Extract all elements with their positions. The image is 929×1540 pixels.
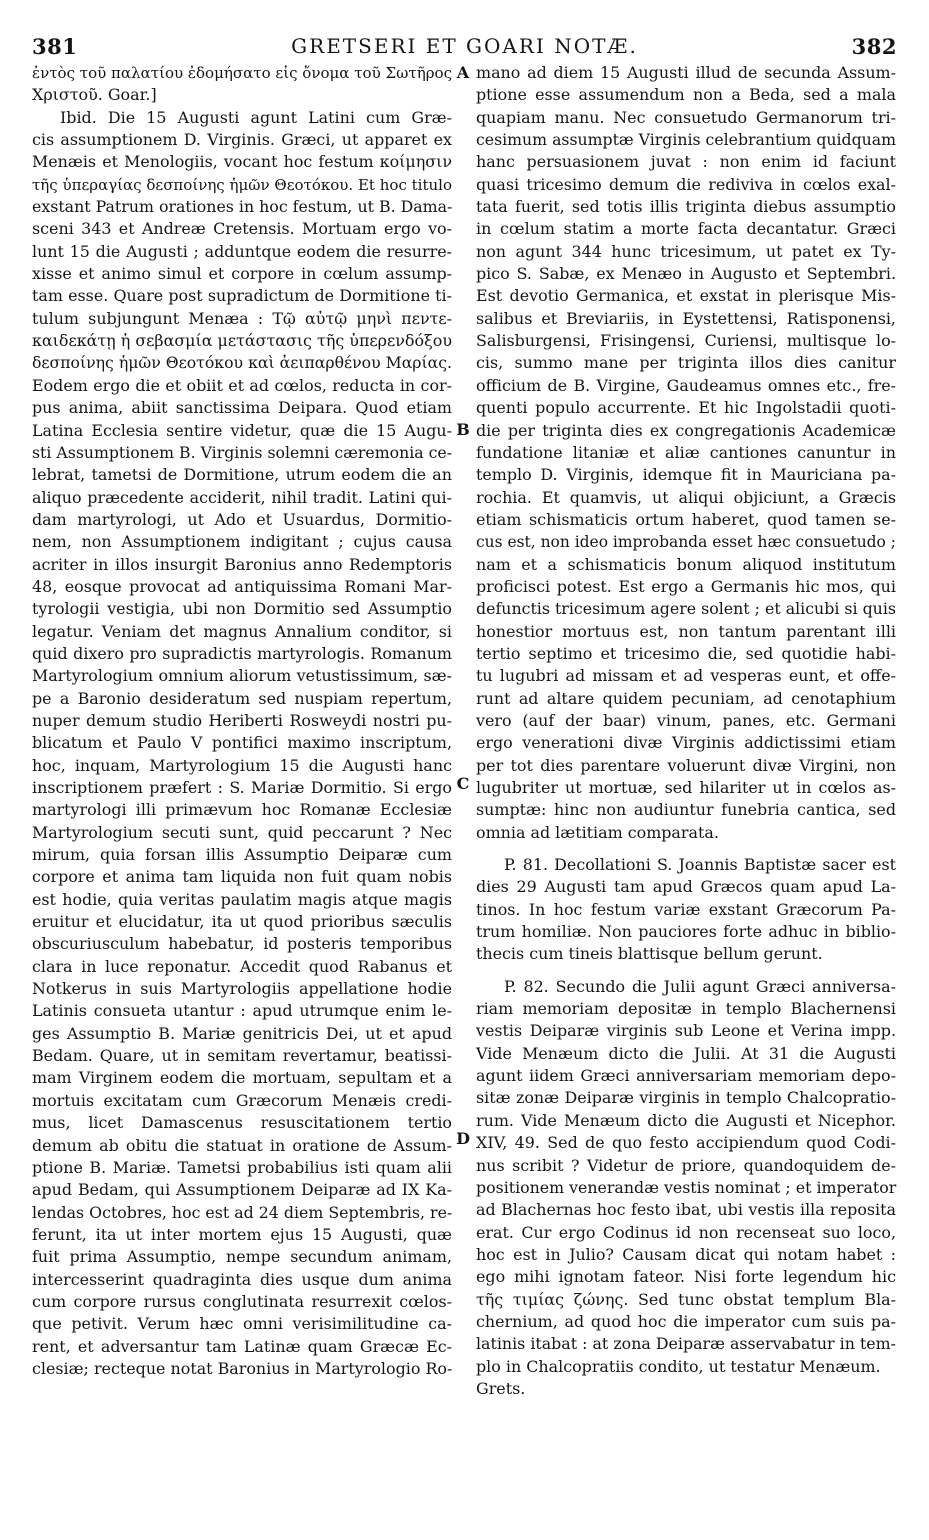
text-line: lebrat, tametsi de Dormitione, utrum eodem die an <box>32 465 452 485</box>
text-line: mus, licet Damascenus resuscitationem tertio <box>32 1113 452 1133</box>
text-line: runt ad altare quidem pecuniam, ad cenotaphium <box>476 688 896 708</box>
text-line: sumptæ: hinc non audiuntur funebria cantica, sed <box>476 800 896 820</box>
paragraph-gap <box>476 844 896 854</box>
text-line: lendas Octobres, hoc est ad 24 diem Septembris, re- <box>32 1202 453 1222</box>
text-line: 48, eosque provocat ad antiquissima Romani Mar- <box>32 576 452 596</box>
text-line: tinos. In hoc festum variæ exstant Græcorum Pa- <box>476 899 896 919</box>
text-line: fuit prima Assumptio, nempe secundum animam, <box>32 1247 452 1267</box>
text-line: vero (auf der baar) vinum, panes, etc. Germani <box>476 710 896 730</box>
text-line: quenti populo accurrente. Et hic Ingolstadii quoti- <box>476 398 896 418</box>
text-line: Salisburgensi, Frisingensi, Curiensi, multisque lo- <box>476 331 896 351</box>
text-line: quasi tricesimo demum die rediviva in cœlos exal- <box>476 174 896 194</box>
text-line: legatur. Veniam det magnus Annalium conditor, si <box>32 621 452 641</box>
text-line: καιδεκάτῃ ἡ σεβασμία μετάστασις τῆς ὑπερενδόξου <box>32 331 452 351</box>
text-line: eruitur et elucidatur, ita ut quod prioribus sæculis <box>32 912 452 932</box>
text-line: aliquo præcedente acciderit, nihil tradit. Latini qui- <box>32 487 452 507</box>
text-line: thecis cum tineis blattisque bellum gerunt. <box>476 944 823 964</box>
text-line: agunt iidem Græci anniversariam memoriam depo- <box>476 1066 896 1086</box>
text-line: ferunt, ita ut inter mortem ejus 15 Augusti, quæ <box>32 1224 452 1244</box>
text-line: latinis itabat : at zona Deiparæ asservabatur in tem- <box>476 1334 896 1354</box>
text-line: cis assumptionem D. Virginis. Græci, ut apparet ex <box>32 130 452 150</box>
left-column <box>32 62 452 1380</box>
text-line: sti Assumptionem B. Virginis solemni cæremonia ce- <box>32 442 452 462</box>
left-page-number: 381 <box>32 34 78 59</box>
text-line: ptione esse assumendum non a Beda, sed a mala <box>476 85 896 105</box>
text-line: cum corpore rursus conglutinata resurrexit cœlos- <box>32 1291 452 1311</box>
text-line: honestior mortuus est, non tantum parentant illi <box>476 621 896 641</box>
text-line: quapiam manu. Nec consuetudo Germanorum tri- <box>476 107 896 127</box>
text-line: XIV, 49. Sed de quo festo accipiendum quod Codi- <box>476 1133 896 1153</box>
text-line: lugubriter ut mortuæ, sed hilariter ut in cœlos as- <box>476 778 896 797</box>
text-line: pe a Baronio desideratum sed nuspiam repertum, <box>32 688 452 708</box>
text-line: fundatione litaniæ et aliæ cantiones canuntur in <box>476 442 896 462</box>
text-line: chernium, ad quod hoc die imperator cum suis pa- <box>476 1311 896 1331</box>
text-line: rum. Vide Menæum dicto die Augusti et Nicephor. <box>476 1110 896 1130</box>
text-line: erat. Cur ergo Codinus id non recenseat suo loco, <box>476 1222 896 1242</box>
text-line: nuper demum studio Heriberti Rosweydi nostri pu- <box>32 710 452 730</box>
paragraph-gap <box>476 966 896 976</box>
text-line: tulum subjungunt Menæa : Τῷ αὐτῷ μηνὶ πεντε- <box>32 308 452 328</box>
text-line: Bedam. Quare, ut in semitam revertamur, beatissi- <box>32 1046 452 1066</box>
text-line: vestis Deiparæ virginis sub Leone et Verina impp. <box>476 1021 896 1041</box>
text-line: intercesserint quadraginta dies usque dum anima <box>32 1269 452 1289</box>
text-line: per tot dies parentare voluerunt divæ Virgini, non <box>476 755 896 775</box>
text-line: ergo venerationi divæ Virginis addictissimi etiam <box>476 733 896 753</box>
text-line: die per triginta dies ex congregationis Academicæ <box>476 420 896 440</box>
text-line: cis, summo mane per triginta illos dies canitur <box>476 353 896 373</box>
text-line: τῆς ὑπεραγίας δεσποίνης ἡμῶν Θεοτόκου. Et hoc titulo <box>32 175 452 194</box>
text-line: Ibid. Die 15 Augusti agunt Latini cum Græ- <box>60 107 452 127</box>
text-line: Martyrologium secuti sunt, quid peccarunt ? Nec <box>32 822 452 842</box>
text-line: exstant Patrum orationes in hoc festum, ut B. Dama- <box>32 197 453 217</box>
margin-mark-b: B <box>456 420 470 439</box>
text-line: in cœlum statim a morte facta decantatur. Græci <box>476 219 896 239</box>
text-line: ges Assumptio B. Mariæ genitricis Dei, ut et apud <box>32 1023 452 1043</box>
text-line: plo in Chalcopratiis condito, ut testatur Menæum. <box>476 1356 881 1376</box>
text-line: mam Virginem eodem die mortuam, sepultam et a <box>32 1068 452 1088</box>
text-line: xisse et animo simul et corpore in cœlum assump- <box>32 264 452 284</box>
text-line: salibus et Breviariis, in Eystettensi, Ratisponensi, <box>476 308 896 328</box>
text-line: nam et a schismaticis bonum aliquod institutum <box>476 554 896 574</box>
text-line: trum homiliæ. Non pauciores forte adhuc in biblio- <box>476 922 896 942</box>
text-line: riam memoriam depositæ in templo Blachernensi <box>476 999 896 1019</box>
margin-mark-c: C <box>456 774 470 793</box>
text-line: nus scribit ? Videtur de priore, quandoquidem de- <box>476 1155 896 1175</box>
text-line: P. 81. Decollationi S. Joannis Baptistæ sacer est <box>504 855 896 875</box>
text-line: Latina Ecclesia sentire videtur, quæ die 15 Augu- <box>32 420 452 440</box>
text-line: rent, et adversantur tam Latinæ quam Græcæ Ec- <box>32 1336 452 1356</box>
text-line: non agunt 344 hunc tricesimum, ut patet ex Ty- <box>476 241 896 261</box>
text-line: omnia ad lætitiam comparata. <box>476 822 719 842</box>
text-line: mortuis excitatam cum Græcorum Menæis credi- <box>32 1090 452 1110</box>
right-page-number: 382 <box>851 34 897 59</box>
text-line: sceni 343 et Andreæ Cretensis. Mortuam ergo vo- <box>32 219 452 239</box>
text-line: officium de B. Virgine, Gaudeamus omnes etc., fre- <box>476 375 896 395</box>
text-line: apud Bedam, qui Assumptionem Deiparæ ad IX Ka- <box>32 1180 452 1200</box>
text-line: tyrologii vestigia, ubi non Dormitio sed Assumptio <box>32 599 452 619</box>
text-line: P. 82. Secundo die Julii agunt Græci anniversa- <box>504 976 896 996</box>
text-line: cesimum assumptæ Virginis celebrantium quidquam <box>476 130 896 150</box>
text-line: corpore et anima tam liquida non fuit quam nobis <box>32 867 452 887</box>
text-line: proficisci potest. Est ergo a Germanis hic mos, qui <box>476 576 896 596</box>
margin-mark-a: A <box>456 63 470 82</box>
text-line: ad Blachernas hoc festo ibat, ubi vestis illa reposita <box>476 1200 896 1220</box>
text-line: acriter in illos insurgit Baronius anno Redemptoris <box>32 554 452 574</box>
text-line: lunt 15 die Augusti ; adduntque eodem die resurre- <box>32 241 452 261</box>
text-line: que petivit. Verum hæc omni verisimilitudine ca- <box>32 1314 452 1334</box>
text-line: Notkerus in suis Martyrologiis appellatione hodie <box>32 979 452 999</box>
text-line: sitæ zonæ Deiparæ virginis in templo Chalcopratio- <box>476 1088 896 1108</box>
running-title: GRETSERI ET GOARI NOTÆ. <box>291 34 638 58</box>
text-line: tam esse. Quare post supradictum de Dormitione ti- <box>32 286 452 306</box>
text-line: tata fuerit, sed totis illis triginta diebus assumptio <box>476 197 896 217</box>
text-line: est hodie, quia veritas paulatim magis atque magis <box>32 889 452 909</box>
right-column <box>476 62 896 1400</box>
text-line: Grets. <box>476 1378 526 1398</box>
text-line: clesiæ; recteque notat Baronius in Martyrologio Ro- <box>32 1358 453 1378</box>
text-line: tu lugubri ad missam et ad vesperas eunt, et offe- <box>476 666 896 686</box>
text-line: Eodem ergo die et obiit et ad cœlos, reducta in cor- <box>32 375 452 395</box>
text-line: etiam schismaticis ortum haberet, quod tamen se- <box>476 509 896 529</box>
text-line: mano ad diem 15 Augusti illud de secunda Assum- <box>476 63 896 82</box>
text-line: ἐντὸς τοῦ παλατίου ἐδομήσατο εἰς ὄνομα τοῦ Σωτῆρος <box>32 64 453 82</box>
text-line: δεσποίνης ἡμῶν Θεοτόκου καὶ ἀειπαρθένου Μαρίας. <box>32 353 452 373</box>
text-line: Est devotio Germanica, et exstat in plerisque Mis- <box>476 286 896 306</box>
text-line: cus est, non ideo improbanda esset hæc consuetudo ; <box>476 533 896 552</box>
text-line: obscuriusculum habebatur, id posteris temporibus <box>32 934 452 954</box>
text-line: defunctis tricesimum agere solent ; et alicubi si quis <box>476 599 896 619</box>
text-line: hoc est in Julio? Causam dicat qui notam habet : <box>476 1244 896 1264</box>
text-line: rochia. Et quamvis, ut aliqui objiciunt, a Græcis <box>476 487 896 507</box>
text-line: tertio septimo et tricesimo die, sed quotidie habi- <box>476 643 896 663</box>
text-line: templo D. Virginis, idemque fit in Mauriciana pa- <box>476 465 896 485</box>
text-line: inscriptionem præfert : S. Mariæ Dormitio. Si ergo <box>32 778 452 797</box>
text-line: Latinis consueta utantur : apud utrumque enim le- <box>32 1001 452 1021</box>
text-line: mirum, quia forsan illis Assumptio Deiparæ cum <box>32 845 452 865</box>
text-line: dam martyrologi, ut Ado et Usuardus, Dormitio- <box>32 509 452 529</box>
text-line: demum ab obitu die statuat in oratione de Assum- <box>32 1135 452 1155</box>
text-line: hoc, inquam, Martyrologium 15 die Augusti hanc <box>32 755 452 775</box>
text-line: Vide Menæum dicto die Julii. At 31 die Augusti <box>476 1043 896 1063</box>
text-line: quid dixero pro supradictis martyrologis. Romanum <box>32 643 452 663</box>
text-line: positionem venerandæ vestis nominat ; et imperator <box>476 1177 897 1197</box>
text-line: hanc persuasionem juvat : non enim id faciunt <box>476 152 896 172</box>
text-line: Martyrologium omnium aliorum vetustissimum, sæ- <box>32 666 452 686</box>
text-line: pus anima, abiit sanctissima Deipara. Quod etiam <box>32 398 452 418</box>
text-line: pico S. Sabæ, ex Menæo in Augusto et Septembri. <box>476 264 896 284</box>
text-line: nem, non Assumptionem indigitant ; cujus causa <box>32 532 452 552</box>
text-line: blicatum et Paulo V pontifici maximo inscriptum, <box>32 733 452 753</box>
text-line: dies 29 Augusti tam apud Græcos quam apud La- <box>476 877 896 897</box>
text-line: Χριστοῦ. Goar.] <box>32 85 157 105</box>
text-line: ptione B. Mariæ. Tametsi probabilius isti quam alii <box>32 1157 452 1177</box>
text-line: Menæis et Menologiis, vocant hoc festum κοίμησιν <box>32 152 452 172</box>
text-line: τῆς τιμίας ζώνης. Sed tunc obstat templum Bla- <box>476 1289 896 1309</box>
text-line: clara in luce reponatur. Accedit quod Rabanus et <box>32 956 452 976</box>
margin-mark-d: D <box>456 1129 470 1148</box>
text-line: ego mihi ignotam fateor. Nisi forte legendum hic <box>476 1267 896 1287</box>
text-line: martyrologi illi primævum hoc Romanæ Ecclesiæ <box>32 800 452 820</box>
